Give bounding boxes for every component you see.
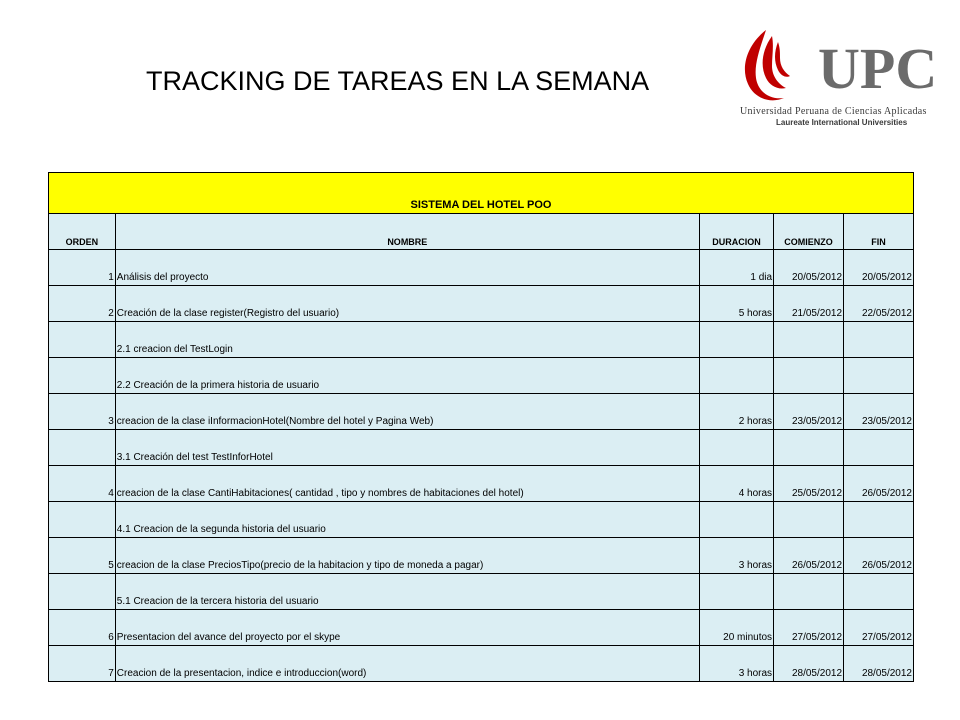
cell-orden <box>49 502 116 538</box>
table-banner: SISTEMA DEL HOTEL POO <box>49 173 914 214</box>
cell-comienzo <box>774 574 844 610</box>
header-duracion: DURACION <box>699 214 773 250</box>
table-body <box>49 250 914 682</box>
cell-fin: 26/05/2012 <box>844 538 914 574</box>
table-row <box>49 286 914 322</box>
table-row <box>49 646 914 682</box>
cell-comienzo: 27/05/2012 <box>774 610 844 646</box>
cell-fin: 26/05/2012 <box>844 466 914 502</box>
header-fin: FIN <box>844 214 914 250</box>
cell-nombre: 2.2 Creación de la primera historia de usuario <box>115 358 699 394</box>
cell-duracion: 2 horas <box>699 394 773 430</box>
cell-duracion: 3 horas <box>699 538 773 574</box>
cell-nombre: 4.1 Creacion de la segunda historia del usuario <box>115 502 699 538</box>
cell-duracion: 3 horas <box>699 646 773 682</box>
table-row <box>49 610 914 646</box>
cell-duracion: 4 horas <box>699 466 773 502</box>
cell-comienzo <box>774 430 844 466</box>
cell-nombre: Creacion de la presentacion, indice e introduccion(word) <box>115 646 699 682</box>
header-nombre: NOMBRE <box>115 214 699 250</box>
cell-orden <box>49 430 116 466</box>
cell-duracion <box>699 322 773 358</box>
university-name: Universidad Peruana de Ciencias Aplicadas <box>740 106 927 117</box>
cell-nombre: Análisis del proyecto <box>115 250 699 286</box>
cell-fin <box>844 322 914 358</box>
cell-fin <box>844 358 914 394</box>
cell-fin <box>844 502 914 538</box>
cell-comienzo: 25/05/2012 <box>774 466 844 502</box>
cell-nombre: creacion de la clase PreciosTipo(precio de la habitacion y tipo de moneda a pagar) <box>115 538 699 574</box>
cell-duracion: 5 horas <box>699 286 773 322</box>
table-row <box>49 358 914 394</box>
table-row <box>49 538 914 574</box>
header-comienzo: COMIENZO <box>774 214 844 250</box>
network-name: Laureate International Universities <box>776 118 908 127</box>
cell-fin: 23/05/2012 <box>844 394 914 430</box>
cell-orden: 4 <box>49 466 116 502</box>
table-row <box>49 250 914 286</box>
cell-comienzo <box>774 502 844 538</box>
table-header-row <box>49 214 914 250</box>
cell-comienzo: 26/05/2012 <box>774 538 844 574</box>
tracking-table <box>48 172 914 682</box>
cell-orden <box>49 358 116 394</box>
slide-title: TRACKING DE TAREAS EN LA SEMANA <box>146 66 650 96</box>
table-row <box>49 394 914 430</box>
cell-nombre: 2.1 creacion del TestLogin <box>115 322 699 358</box>
cell-nombre: creacion de la clase CantiHabitaciones( cantidad , tipo y nombres de habitaciones del hotel) <box>115 466 699 502</box>
cell-orden <box>49 574 116 610</box>
cell-comienzo <box>774 358 844 394</box>
table-row <box>49 502 914 538</box>
cell-fin: 28/05/2012 <box>844 646 914 682</box>
table-row <box>49 466 914 502</box>
cell-fin <box>844 574 914 610</box>
cell-orden: 5 <box>49 538 116 574</box>
cell-duracion: 20 minutos <box>699 610 773 646</box>
cell-nombre: Presentacion del avance del proyecto por el skype <box>115 610 699 646</box>
cell-comienzo: 28/05/2012 <box>774 646 844 682</box>
cell-duracion <box>699 358 773 394</box>
cell-orden: 3 <box>49 394 116 430</box>
cell-nombre: 5.1 Creacion de la tercera historia del usuario <box>115 574 699 610</box>
header-orden: ORDEN <box>49 214 116 250</box>
cell-orden: 2 <box>49 286 116 322</box>
cell-fin: 22/05/2012 <box>844 286 914 322</box>
cell-nombre: 3.1 Creación del test TestInforHotel <box>115 430 699 466</box>
cell-orden <box>49 322 116 358</box>
upc-flame-logo-icon <box>745 30 790 100</box>
cell-orden: 1 <box>49 250 116 286</box>
cell-orden: 7 <box>49 646 116 682</box>
table-row <box>49 574 914 610</box>
cell-orden: 6 <box>49 610 116 646</box>
cell-comienzo: 21/05/2012 <box>774 286 844 322</box>
cell-duracion <box>699 430 773 466</box>
cell-fin: 20/05/2012 <box>844 250 914 286</box>
table-banner-row <box>49 173 914 214</box>
cell-comienzo <box>774 322 844 358</box>
cell-comienzo: 20/05/2012 <box>774 250 844 286</box>
cell-duracion <box>699 502 773 538</box>
table-row <box>49 430 914 466</box>
cell-duracion: 1 dia <box>699 250 773 286</box>
upc-wordmark: UPC <box>818 36 938 101</box>
cell-fin: 27/05/2012 <box>844 610 914 646</box>
cell-nombre: Creación de la clase register(Registro del usuario) <box>115 286 699 322</box>
cell-duracion <box>699 574 773 610</box>
cell-nombre: creacion de la clase iInformacionHotel(Nombre del hotel y Pagina Web) <box>115 394 699 430</box>
cell-comienzo: 23/05/2012 <box>774 394 844 430</box>
table-row <box>49 322 914 358</box>
cell-fin <box>844 430 914 466</box>
